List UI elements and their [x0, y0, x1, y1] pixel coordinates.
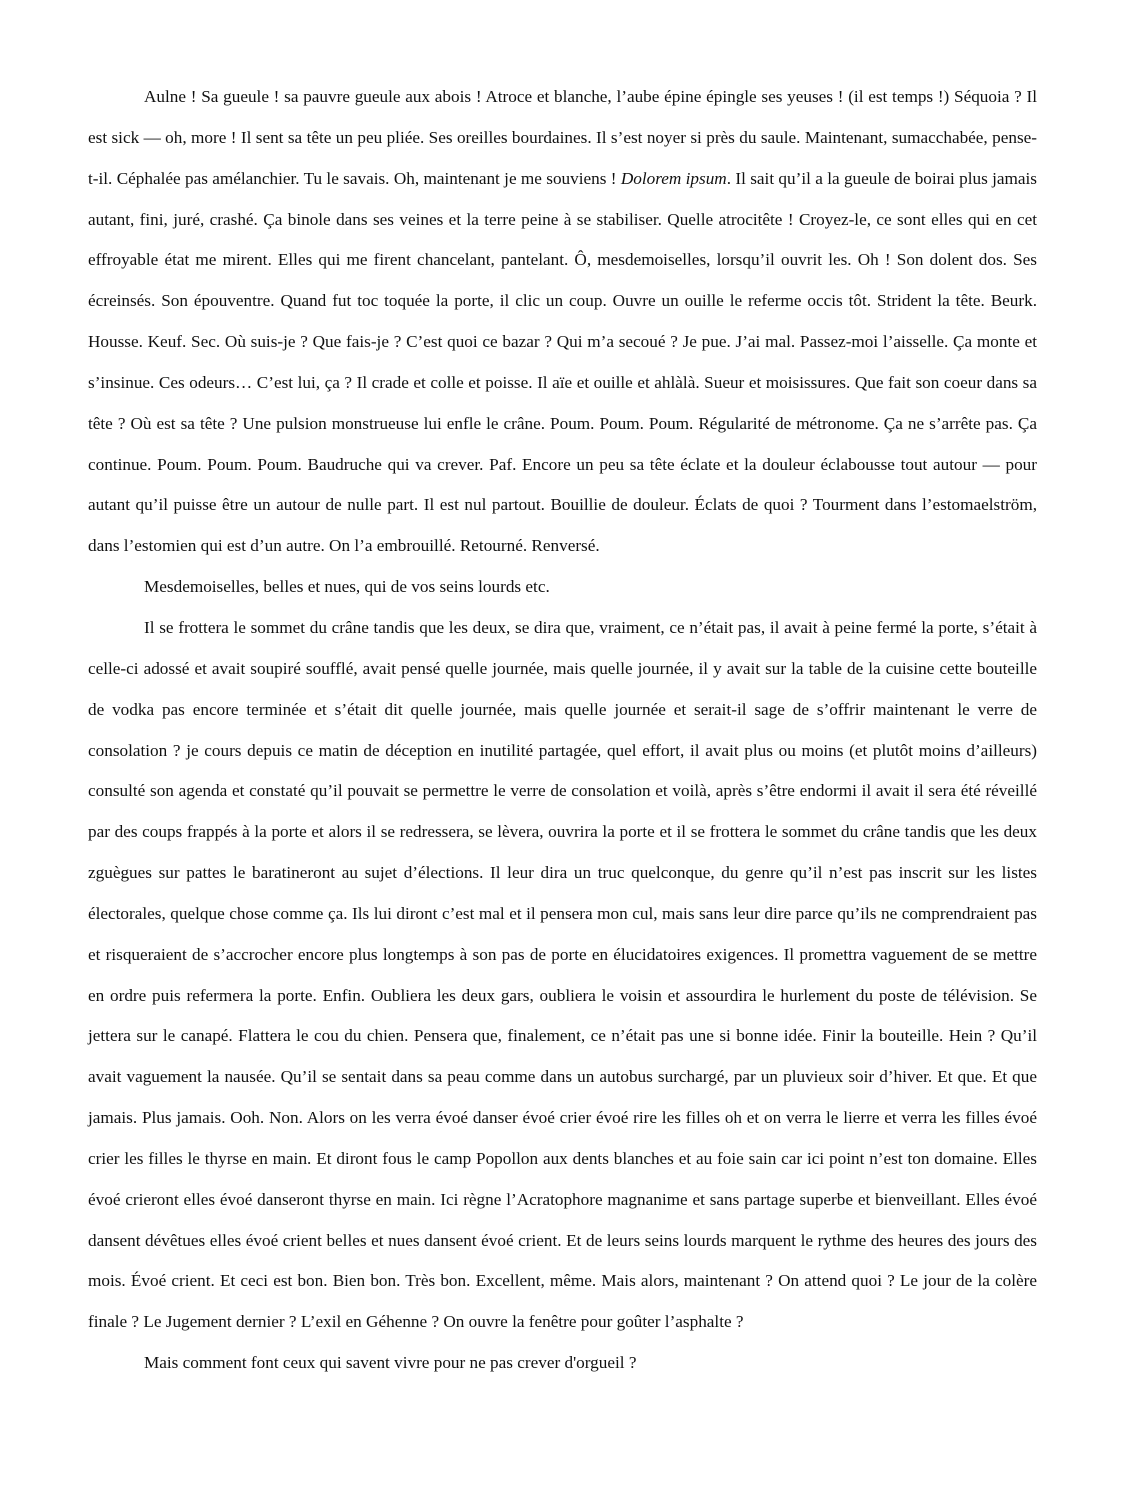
paragraph-1 [88, 77, 1037, 567]
paragraph-1-text-end: . Il sait qu’il a la gueule de boirai plus jamais autant, fini, juré, crashé. Ça binole dans ses veines et la terre peine à se stabiliser. Quelle atrocitête ! Croyez-le, ce sont elles qui en cet effroyable état me mirent. Elles qui me firent chancelant, pantelant. Ô, mesdemoiselles, lorsqu’il ouvrit les. Oh ! Son dolent dos. Ses écreinsés. Son épouventre. Quand fut toc toquée la porte, il clic un coup. Ouvre un ouille le referme occis tôt. Strident la tête. Beurk. Housse. Keuf. Sec. Où suis-je ? Que fais-je ? C’est quoi ce bazar ? Qui m’a secoué ? Je pue. J’ai mal. Passez-moi l’aisselle. Ça monte et s’insinue. Ces odeurs… C’est lui, ça ? Il crade et colle et poisse. Il aïe et ouille et ahlàlà. Sueur et moisissures. Que fait son coeur dans sa tête ? Où est sa tête ? Une pulsion monstrueuse lui enfle le crâne. Poum. Poum. Poum. Régularité de métronome. Ça ne s’arrête pas. Ça continue. Poum. Poum. Poum. Baudruche qui va crever. Paf. Encore un peu sa tête éclate et la douleur éclabousse tout autour — pour autant qu’il puisse être un autour de nulle part. Il est nul partout. Bouillie de douleur. Éclats de quoi ? Tourment dans l’estomaelström, dans l’estomien qui est d’un autre. On l’a embrouillé. Retourné. Renversé. [88, 168, 1037, 556]
italic-phrase: Dolorem ipsum [620, 168, 727, 188]
paragraph-2: Mesdemoiselles, belles et nues, qui de vos seins lourds etc. [144, 577, 550, 597]
paragraph-1-text-start: Aulne ! Sa gueule ! sa pauvre gueule aux abois ! Atroce et blanche, l’aube épine épingle ses yeuses ! (il est temps !) Séquoia ? Il est sick — oh, more ! Il sent sa tête un peu pliée. Ses oreilles bourdaines. Il s’est noyer si près du saule. Maintenant, sumacchabée, pense-t-il. Céphalée pas amélanchier. Tu le savais. Oh, maintenant je me souviens ! [88, 87, 1037, 188]
paragraph-4: Mais comment font ceux qui savent vivre pour ne pas crever d'orgueil ? [144, 1353, 637, 1373]
document-page [88, 77, 1037, 1384]
paragraph-3: Il se frottera le sommet du crâne tandis que les deux, se dira que, vraiment, ce n’était pas, il avait à peine fermé la porte, s’était à celle-ci adossé et avait soupiré soufflé, avait pensé quelle journée, mais quelle journée, il y avait sur la table de la cuisine cette bouteille de vodka pas encore terminée et s’était dit quelle journée, mais quelle journée et serait-il sage de s’offrir maintenant le verre de consolation ? je cours depuis ce matin de déception en inutilité partagée, quel effort, il avait plus ou moins (et plutôt moins d’ailleurs) consulté son agenda et constaté qu’il pouvait se permettre le verre de consolation et voilà, après s’être endormi il avait il sera été réveillé par des coups frappés à la porte et alors il se redressera, se lèvera, ouvrira la porte et il se frottera le sommet du crâne tandis que les deux zguègues sur pattes le baratineront au sujet d’élections. Il leur dira un truc quelconque, du genre qu’il n’est pas inscrit sur les listes électorales, quelque chose comme ça. Ils lui diront c’est mal et il pensera mon cul, mais sans leur dire parce qu’ils ne comprendraient pas et risqueraient de s’accrocher encore plus longtemps à son pas de porte en élucidatoires exigences. Il promettra vaguement de se mettre en ordre puis refermera la porte. Enfin. Oubliera les deux gars, oubliera le voisin et assourdira le hurlement du poste de télévision. Se jettera sur le canapé. Flattera le cou du chien. Pensera que, finalement, ce n’était pas une si bonne idée. Finir la bouteille. Hein ? Qu’il avait vaguement la nausée. Qu’il se sentait dans sa peau comme dans un autobus surchargé, par un pluvieux soir d’hiver. Et que. Et que jamais. Plus jamais. Ooh. Non. Alors on les verra évoé danser évoé crier évoé rire les filles oh et on verra le lierre et verra les filles évoé crier les filles le thyrse en main. Et diront fous le camp Popollon aux dents blanches et au foie sain car ici point n’est ton domaine. Elles évoé crieront elles évoé danseront thyrse en main. Ici règne l’Acratophore magnanime et sans partage superbe et bienveillant. Elles évoé dansent dévêtues elles évoé crient belles et nues dansent évoé crient. Et de leurs seins lourds marquent le rythme des heures des jours des mois. Évoé crient. Et ceci est bon. Bien bon. Très bon. Excellent, même. Mais alors, maintenant ? On attend quoi ? Le jour de la colère finale ? Le Jugement dernier ? L’exil en Géhenne ? On ouvre la fenêtre pour goûter l’asphalte ? [88, 617, 1037, 1332]
